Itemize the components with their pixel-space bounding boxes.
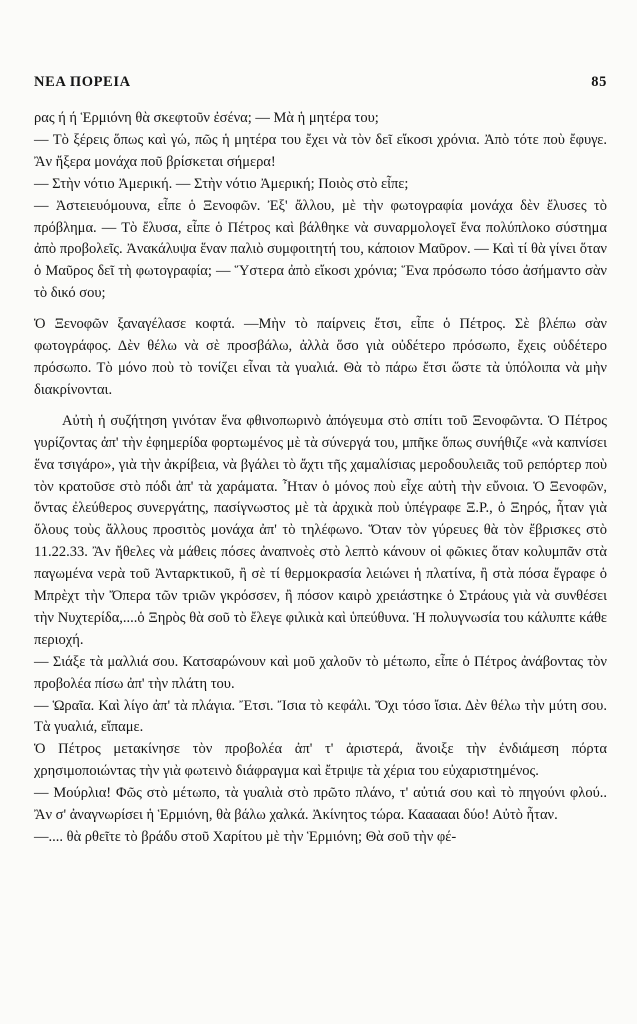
paragraph: — Σιάξε τὰ μαλλιά σου. Κατσαρώνουν καὶ μοῦ χαλοῦν τὸ μέτωπο, εἶπε ὁ Πέτρος ἀνάβοντας τὸν προβολέα πίσω ἀπ' τὴν πλάτη του.	[34, 653, 607, 692]
body-text	[34, 108, 607, 849]
paragraph: Ὁ Πέτρος μετακίνησε τὸν προβολέα ἀπ' τ' ἀριστερά, ἄνοιξε τὴν ἐνδιάμεση πόρτα χρησιμοποιώντας τὴν γιὰ φωτεινὸ διάφραγμα καὶ ἔτριψε τὰ χέρια του εὐχαριστημένος.	[34, 741, 607, 780]
paragraph: — Μούρλια! Φῶς στὸ μέτωπο, τὰ γυαλιὰ στὸ πρῶτο πλάνο, τ' αὐτιά σου καὶ τὸ πηγούνι φλού.. Ἂν σ' ἀναγνωρίσει ἡ Ἑρμιόνη, θὰ βάλω χαλκά. Ἀκίνητος τώρα. Καααααι δύο! Αὐτὸ ἦταν.	[34, 785, 607, 824]
paragraph-gap	[34, 402, 607, 411]
paragraph: — Ἀστειευόμουνα, εἶπε ὁ Ξενοφῶν. Ἐξ' ἄλλου, μὲ τὴν φωτογραφία μονάχα δὲν ἔλυσες τὸ πρόβλημα. — Τὸ ἔλυσα, εἶπε ὁ Πέτρος καὶ βάλθηκε νὰ συναρμολογεῖ ἕνα πολύπλοκο σύστημα ἀπὸ προβολεῖς. Ἀνακάλυψα ἕναν παλιὸ συμφοιτητή του, κάποιον Μαῦρον. — Καὶ τί θὰ γίνει ὅταν ὁ Μαῦρος δεῖ τὴ φωτογραφία; — Ὕστερα ἀπὸ εἴκοσι χρόνια; Ἕνα πρόσωπο τόσο ἀσήμαντο σὰν τὸ δικό σου;	[34, 197, 607, 302]
paragraph: —.... θὰ ρθεῖτε τὸ βράδυ στοῦ Χαρίτου μὲ τὴν Ἑρμιόνη; Θὰ σοῦ τὴν φέ-	[34, 829, 457, 845]
running-title: ΝΕΑ ΠΟΡΕΙΑ	[34, 74, 131, 90]
paragraph: — Στὴν νότιο Ἀμερική. — Στὴν νότιο Ἀμερική; Ποιὸς στὸ εἶπε;	[34, 175, 409, 192]
paragraph: Ὁ Ξενοφῶν ξαναγέλασε κοφτά. —Μὴν τὸ παίρνεις ἔτσι, εἶπε ὁ Πέτρος. Σὲ βλέπω σὰν φωτογράφος. Δὲν θέλω νὰ σὲ προσβάλω, ἀλλὰ ὅσο γιὰ οὐδέτερο πρόσωπο, ἔχεις οὐδέτερο πρόσωπο. Τὸ μόνο ποὺ τὸ τονίζει εἶναι τὰ γυαλιά. Θὰ τὸ πάρω ἔτσι ὥστε τὰ ὑπόλοιπα νὰ μὴν διακρίνονται.	[34, 316, 607, 398]
paragraph: Αὐτὴ ἡ συζήτηση γινόταν ἕνα φθινοπωρινὸ ἀπόγευμα στὸ σπίτι τοῦ Ξενοφῶντα. Ὁ Πέτρος γυρίζοντας ἀπ' τὴν ἐφημερίδα φορτωμένος μὲ τὰ σύνεργά του, μπῆκε ὅπως συνήθιζε «νὰ καπνίσει ἕνα τσιγάρο», γιὰ τὴν ἀκρίβεια, νὰ βγάλει τὸ ἄχτι τῆς χαμαλίσιας μεροδουλειᾶς τοῦ ρεπόρτερ ποὺ τὸν κρατοῦσε στὸ πόδι ἀπ' τὰ χαράματα. Ἦταν ὁ μόνος ποὺ εἶχε αὐτὴ τὴν εὔνοια. Ὁ Ξενοφῶν, ὄντας ἐλεύθερος συνεργάτης, πασίγνωστος μὲ τὰ ἀρχικὰ ποὺ ὑπέγραφε Ξ.Ρ., ὁ Ξηρός, ἦταν γιὰ ὅλους τοὺς ἄλλους προσιτὸς μονάχα ἀπ' τὸ τηλέφωνο. Ὅταν τὸν γύρευες θὰ τὸν ἔβρισκες στὸ 11.22.33. Ἂν ἤθελες νὰ μάθεις πόσες ἀναπνοὲς στὸ λεπτὸ κάνουν οἱ φῶκιες ὅταν κολυμπᾶν στὰ παγωμένα νερὰ τοῦ Ἀνταρκτικοῦ, ἢ σὲ τί θερμοκρασία λειώνει ἡ πλατίνα, ἢ στὰ πόσα ἔγραφε ὁ Μπρὲχτ τὴν Ὄπερα τῶν τριῶν γκρόσσεν, ἢ πόσον καιρὸ χρειάστηκε ὁ Στράους γιὰ νὰ συνθέσει τὴν Νυχτερίδα,....ὁ Ξηρὸς θὰ σοῦ τὸ ἔλεγε φιλικὰ καὶ ὑπεύθυνα. Ἡ πολυγνωσία του κάλυπτε κάθε περιοχή.	[34, 412, 607, 648]
page-number: 85	[591, 74, 607, 90]
paragraph: — Ὡραῖα. Καὶ λίγο ἀπ' τὰ πλάγια. Ἔτσι. Ἴσια τὸ κεφάλι. Ὄχι τόσο ἴσια. Δὲν θέλω τὴν μύτη σου. Τὰ γυαλιά, εἴπαμε.	[34, 697, 607, 736]
paragraph-gap	[34, 305, 607, 314]
paragraph: — Τὸ ξέρεις ὅπως καὶ γώ, πῶς ἡ μητέρα του ἔχει νὰ τὸν δεῖ εἴκοσι χρόνια. Ἀπὸ τότε ποὺ ἔφυγε. Ἂν ἤξερα μονάχα ποῦ βρίσκεται σήμερα!	[34, 131, 607, 170]
paragraph: ρας ή ή Ἑρμιόνη θὰ σκεφτοῦν ἐσένα; — Μὰ ἡ μητέρα του;	[34, 110, 379, 126]
running-header	[34, 74, 607, 91]
